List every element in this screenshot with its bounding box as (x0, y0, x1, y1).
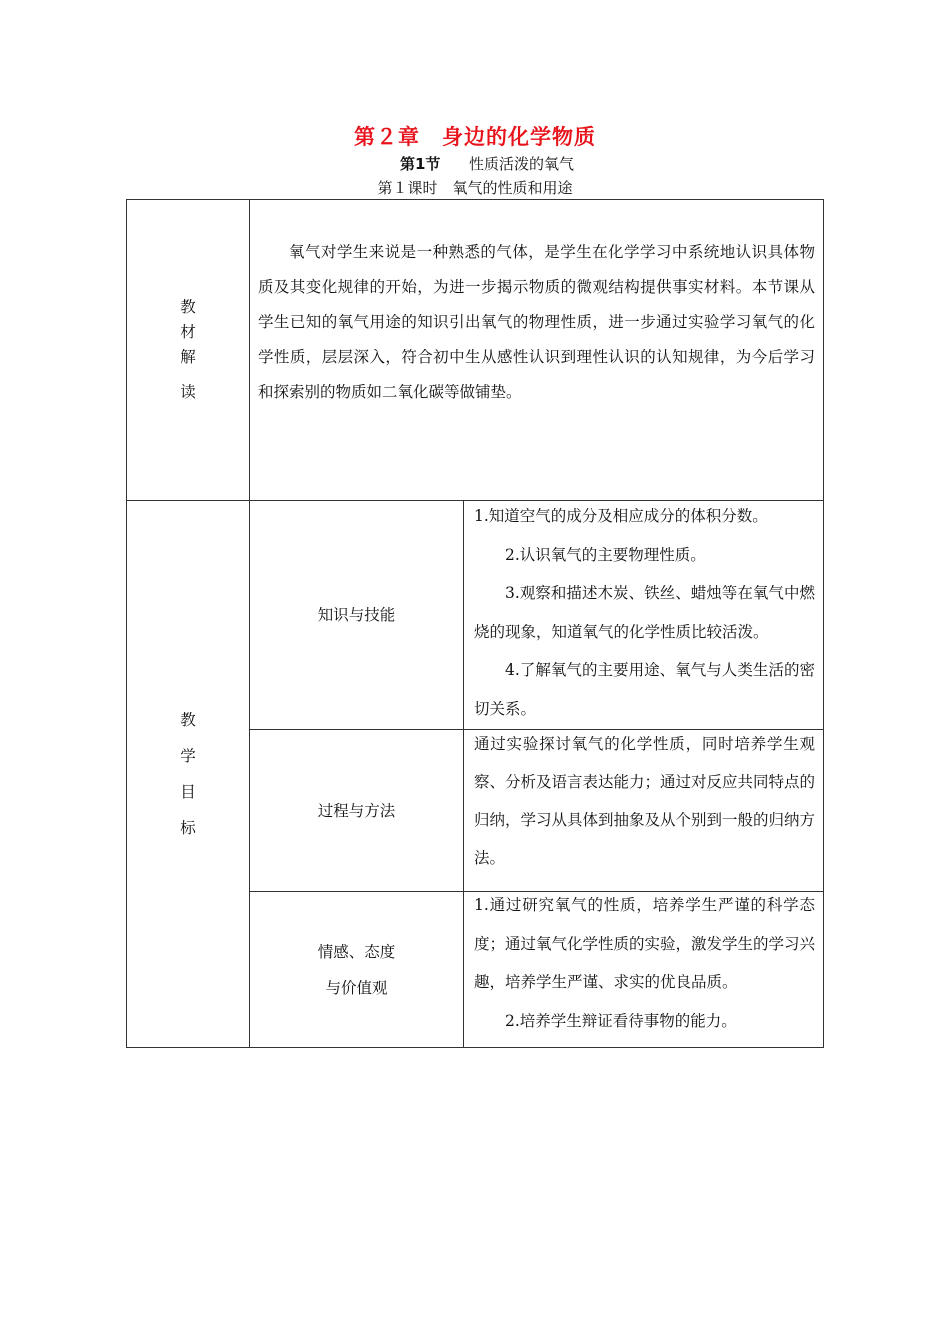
knowledge-skills-item: 3.观察和描述木炭、铁丝、蜡烛等在氧气中燃烧的现象，知道氧气的化学性质比较活泼。 (474, 584, 815, 641)
label-char: 标 (180, 819, 196, 837)
emotion-values-item: 1.通过研究氧气的性质，培养学生严谨的科学态度；通过氧气化学性质的实验，激发学生的学习兴趣，培养学生严谨、求实的优良品质。 (474, 896, 816, 991)
emotion-values-content-cell (463, 891, 824, 1048)
section-name: 性质活泼的氧气 (469, 155, 575, 173)
label-char: 材 (180, 323, 196, 341)
materials-interpretation-label-cell (126, 199, 250, 501)
label-char: 目 (180, 783, 196, 801)
materials-interpretation-text: 氧气对学生来说是一种熟悉的气体，是学生在化学学习中系统地认识具体物质及其变化规律的开始，为进一步揭示物质的微观结构提供事实材料。本节课从学生已知的氧气用途的知识引出氧气的物理性质，进一步通过实验学习氧气的化学性质，层层深入，符合初中生从感性认识到理性认识的认知规律，为今后学习和探索别的物质如二氧化碳等做铺垫。 (258, 243, 815, 401)
lesson-title: 第１课时 氧气的性质和用途 (377, 179, 573, 197)
knowledge-skills-item: 4.了解氧气的主要用途、氧气与人类生活的密切关系。 (474, 661, 815, 718)
process-methods-label: 过程与方法 (317, 801, 396, 820)
chapter-title: 第２章 身边的化学物质 (354, 125, 596, 149)
label-char: 读 (180, 383, 196, 401)
knowledge-skills-item: 2.认识氧气的主要物理性质。 (505, 545, 706, 564)
process-methods-label-cell (249, 729, 464, 892)
process-methods-content-cell (463, 729, 824, 892)
knowledge-skills-label-cell (249, 500, 464, 730)
knowledge-skills-content-cell (463, 500, 824, 730)
section-title (400, 153, 574, 174)
knowledge-skills-item: 1.知道空气的成分及相应成分的体积分数。 (474, 507, 768, 525)
materials-interpretation-content-cell (249, 199, 824, 501)
knowledge-skills-label: 知识与技能 (317, 606, 396, 624)
label-char: 教 (180, 711, 196, 729)
process-methods-text: 通过实验探讨氧气的化学性质，同时培养学生观察、分析及语言表达能力；通过对反应共同特点的归纳，学习从具体到抽象及从个别到一般的归纳方法。 (474, 735, 816, 867)
section-number: 第1节 (400, 155, 441, 173)
emotion-values-label-cell (249, 891, 464, 1048)
label-char: 教 (180, 298, 196, 316)
emotion-values-item: 2.培养学生辩证看待事物的能力。 (505, 1011, 737, 1030)
teaching-goals-label-cell (126, 500, 250, 1048)
label-char: 学 (180, 747, 196, 765)
emotion-values-label-line1: 情感、态度 (317, 942, 396, 961)
emotion-values-label-line2: 与价值观 (325, 978, 388, 997)
label-char: 解 (180, 348, 196, 366)
